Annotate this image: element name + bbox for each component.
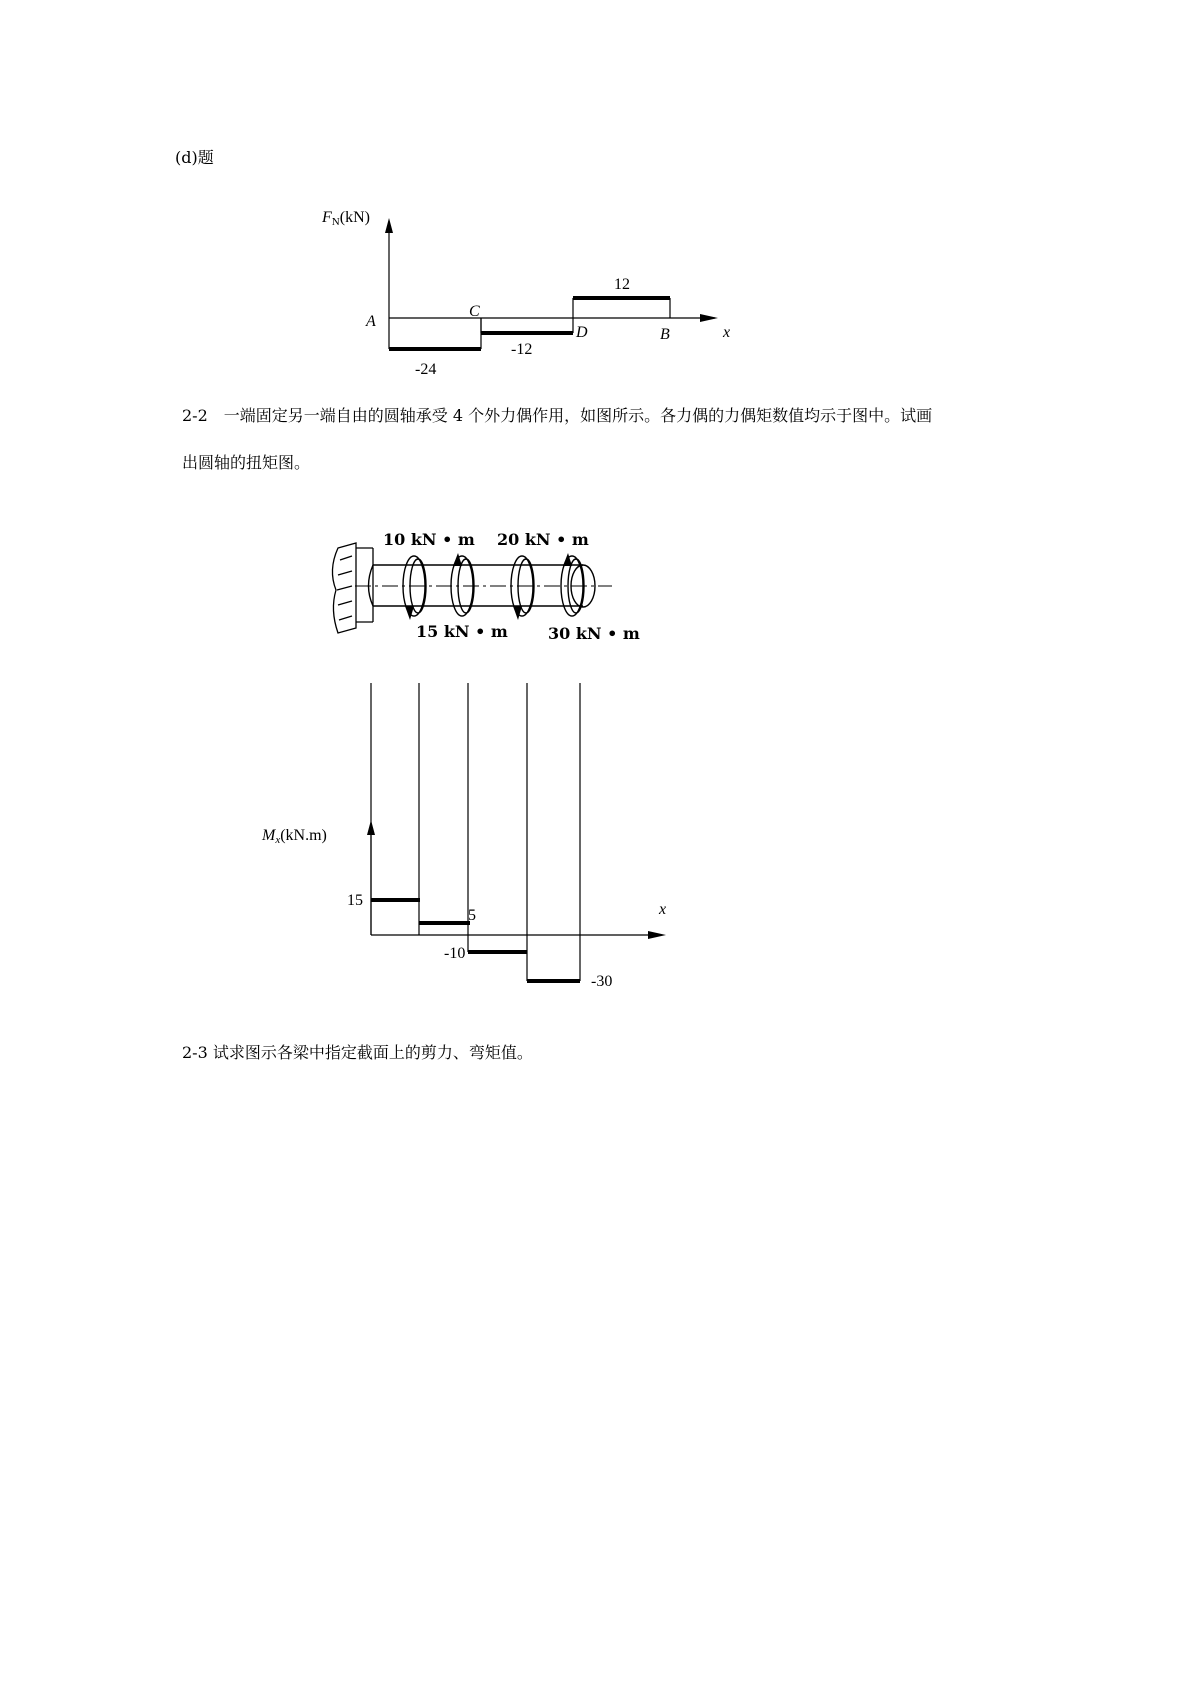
mx-value-neg10: -10 xyxy=(444,945,466,962)
mx-y-arrow xyxy=(367,820,375,835)
mx-x-label: x xyxy=(659,901,667,918)
problem-2-2-line1: 2-2 一端固定另一端自由的圆轴承受 4 个外力偶作用，如图所示。各力偶的力偶矩数值均示于图中。试画 xyxy=(182,406,933,425)
problem-2-3: 2-3 试求图示各梁中指定截面上的剪力、弯矩值。 xyxy=(182,1043,533,1062)
point-c-label: C xyxy=(469,303,480,320)
fn-value-ac: -24 xyxy=(415,361,437,378)
fn-segment-outlines xyxy=(389,298,670,349)
torque-rings xyxy=(403,556,584,616)
torque-arrowheads xyxy=(405,553,572,620)
torque-10-label: 10 kN • m xyxy=(383,530,475,549)
fn-y-arrow xyxy=(385,218,393,233)
torque-15-label: 15 kN • m xyxy=(416,622,508,641)
mx-axis-label: Mx(kN.m) xyxy=(262,827,327,846)
mx-value-neg30: -30 xyxy=(591,973,613,990)
point-a-label: A xyxy=(366,313,376,330)
torque-20-label: 20 kN • m xyxy=(497,530,589,549)
fn-x-label: x xyxy=(723,324,731,341)
fn-value-db: 12 xyxy=(614,276,630,293)
shaft-body xyxy=(355,565,612,607)
mx-segment-values xyxy=(371,900,580,981)
projection-lines xyxy=(371,683,580,981)
fn-segment-values xyxy=(389,298,670,349)
point-d-label: D xyxy=(576,324,588,341)
mx-value-15: 15 xyxy=(347,892,363,909)
torque-30-label: 30 kN • m xyxy=(548,624,640,643)
fn-axis-label: FN(kN) xyxy=(322,209,370,228)
problem-2-2-line2: 出圆轴的扭矩图。 xyxy=(182,453,311,472)
point-b-label: B xyxy=(660,326,670,343)
mx-x-arrow xyxy=(648,931,666,939)
fn-axes xyxy=(389,225,715,318)
fixed-support xyxy=(332,543,373,633)
fn-x-arrow xyxy=(700,314,718,322)
fn-value-cd: -12 xyxy=(511,341,533,358)
mx-value-5: 5 xyxy=(468,907,476,924)
problem-d-heading: (d)题 xyxy=(175,148,214,167)
